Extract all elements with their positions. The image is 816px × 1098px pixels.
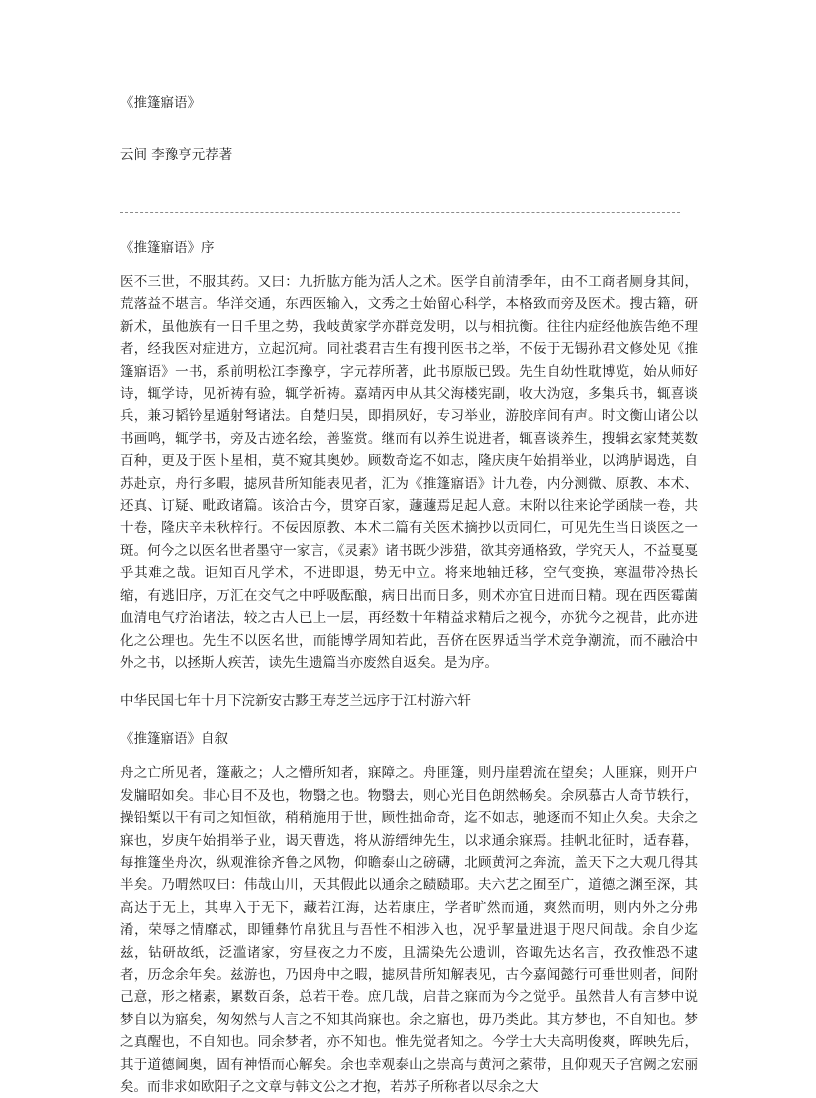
preface-signoff: 中华民国七年十月下浣新安古黟王寿芝兰远序于江村游六轩 [120,693,471,710]
dashed-divider [120,198,680,213]
self-preface-title: 《推篷寤语》自叙 [120,731,228,748]
book-title: 《推篷寤语》 [120,95,201,111]
preface-title: 《推篷寤语》序 [120,240,215,256]
document-page [120,92,698,1098]
author-line: 云间 李豫亨元荐著 [120,147,233,163]
self-preface-body: 舟之亡所见者，篷蔽之；人之懵所知者，寐障之。舟匪篷，则丹崖碧流在望矣；人匪寐，则开户发牖昭如矣。非心目不及也，物翳之也。物翳去，则心光目色朗然畅矣。余夙慕古人奇节轶行，操铅椠以干有司之知恒欲，稍稍施用于世，顾性拙命奇，迄不如志，驰逐而不知止久矣。夫余之寐也，岁庚午始捐举子业，谒天曹选，将从游缙绅先生，以求通余寐焉。挂帆北征时，适春暮，每推篷坐舟次，纵观淮徐齐鲁之风物，仰瞻泰山之磅礴，北顾黄河之奔流，盖天下之大观几得其半矣。乃喟然叹曰：伟哉山川，天其假此以通余之赜赜耶。夫六艺之囿至广，道德之渊至深，其高达于无上，其卑入于无下，藏若江海，达若康庄，学者旷然而通，爽然而明，则内外之分弗淆，荣辱之情靡忒，即锺彝竹帛犹且与吾性不相涉入也，况乎挈量进退于咫尺间哉。余自少迄兹，钻研故纸，泛滥诸家，穷昼夜之力不废，且濡染先公遗训，咨诹先达名言，孜孜惟恐不逮者，历念余年矣。兹游也，乃因舟中之暇，摅夙昔所知解表见，古今嘉闻懿行可垂世则者，间附己意，形之楮素，累数百条，总若干卷。庶几哉，启昔之寐而为今之觉乎。虽然昔人有言梦中说梦自以为寤矣，匆匆然与人言之不知其尚寐也。余之寤也，毋乃类此。其方梦也，不自知也。梦之真醒也，不自知也。同余梦者，亦不知也。惟先觉者知之。今学士大夫高明俊爽，晖映先后，其于道德阃奥，固有神悟而心解矣。余也幸观泰山之崇高与黄河之萦带，且仰观天子宫阙之宏丽矣。而非求如欧阳子之文章与韩文公之才抱，若苏子所称者以尽余之大 [120,765,698,1095]
preface-body: 医不三世，不服其药。又曰：九折肱方能为活人之术。医学自前清季年，由不工商者厕身其间，荒落益不堪言。华洋交通，东西医输入，文秀之士始留心科学，本格致而旁及医术。搜古籍，研新术，虽他族有一日千里之势，我岐黄家学亦群竞发明，以与相抗衡。往往内症经他族告绝不理者，经我医对症进方，立起沉疴。同社裘君吉生有搜刊医书之举，不佞于无锡孙君文修处见《推篷寤语》一书，系前明松江李豫亨，字元荐所著，此书原版已毁。先生自幼性耽博览，始从师好诗，辄学诗，见祈祷有验，辄学祈祷。嘉靖丙申从其父海楼宪副，收大沩寇，多集兵书，辄喜谈兵，兼习韬钤星遁射弩诸法。自楚归吴，即捐夙好，专习举业，游胶庠间有声。时文衡山诸公以书画鸣，辄学书，旁及古迹名绘，善鉴赏。继而有以养生说进者，辄喜谈养生，搜辑玄家梵荚数百种，更及于医卜星相，莫不窥其奥妙。顾数奇迄不如志，隆庆庚午始捐举业，以鸿胪谒选，自苏赴京，舟行多暇，摅夙昔所知能表见者，汇为《推篷寤语》计九卷，内分测微、原教、本术、还真、订疑、毗政诸篇。该洽古今，贯穿百家，蘧蘧焉足起人意。末附以往来论学函牍一卷，共十卷，隆庆辛未秋梓行。不佞因原教、本术二篇有关医术摘抄以贡同仁，可见先生当日谈医之一斑。何今之以医名世者墨守一家言，《灵素》诸书既少涉猎，欲其旁通格致，学究天人，不益戛戛乎其难之哉。讵知百凡学术，不进即退，势无中立。将来地轴迁移，空气变换，寒温带冷热长缩，有逃旧序，万汇在交气之中呼吸酝酿，病日出而日多，则术亦宜日进而日精。现在西医霉菌血清电气疗治诸法，较之古人已上一层，再经数十年精益求精后之视今，亦犹今之视昔，此亦进化之公理也。先生不以医名世，而能博学周知若此，吾侪在医界适当学术竞争潮流，而不融洽中外之书，以拯斯人疾苦，读先生遗篇当亦废然自返矣。是为序。 [120,274,698,671]
